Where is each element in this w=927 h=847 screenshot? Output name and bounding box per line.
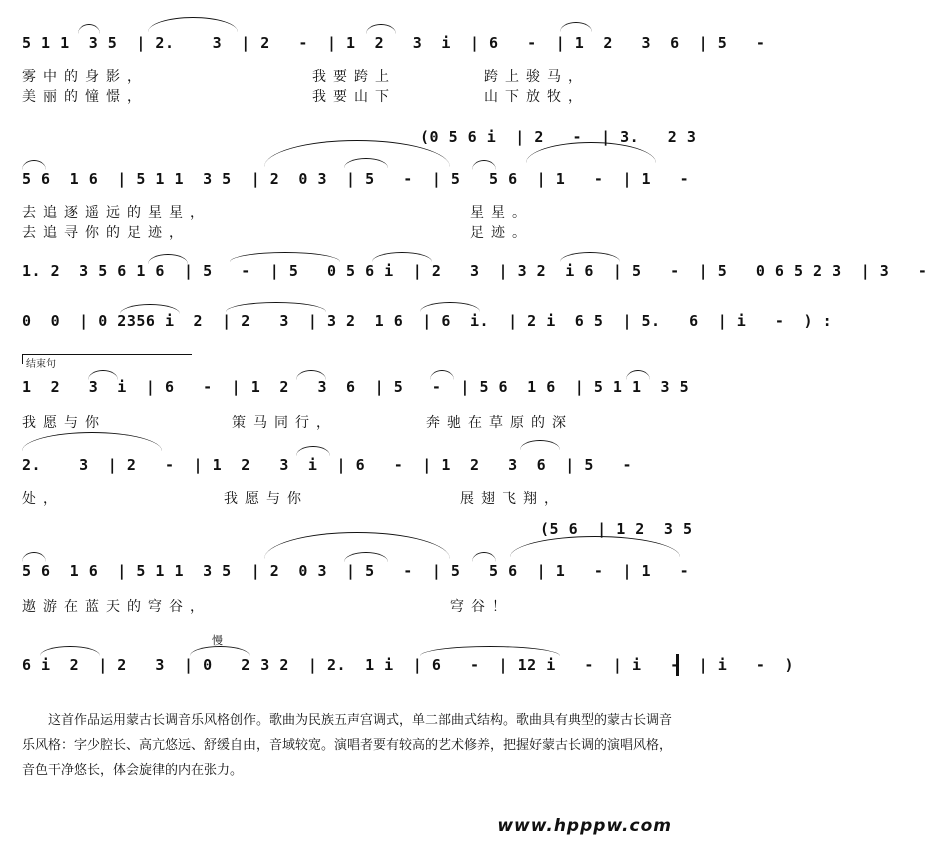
ending-bracket-edge bbox=[22, 354, 23, 364]
lyric: 雾中的身影， bbox=[22, 69, 148, 85]
notes: 6 i 2 | 2 3 | 0 2 3 2 | 2. 1 i | 6 - | 12 i - | i - | i - ) bbox=[22, 656, 794, 674]
lyrics-line-5 bbox=[0, 412, 700, 432]
notes: 5 6 1 6 | 5 1 1 3 5 | 2 0 3 | 5 - | 5 5 6 | 1 - | 1 - bbox=[22, 170, 690, 188]
lyric: 星星。 bbox=[470, 205, 533, 221]
tie bbox=[190, 646, 250, 656]
lyric: 美丽的憧憬， bbox=[22, 89, 148, 105]
lyric: 我要跨上 bbox=[312, 69, 396, 85]
lyric: 展翅飞翔， bbox=[460, 491, 565, 507]
slur bbox=[148, 17, 238, 32]
lyrics-line-1 bbox=[0, 66, 700, 86]
tie bbox=[120, 304, 180, 314]
tie bbox=[430, 370, 454, 380]
tie bbox=[40, 646, 100, 656]
lyrics-line-2 bbox=[0, 202, 700, 222]
intro-notes: (0 5 6 i | 2 - | 3. 2 3 bbox=[420, 128, 697, 146]
lyrics-line-1b bbox=[0, 86, 700, 106]
ending-marker: 结束句 bbox=[26, 359, 56, 370]
tie bbox=[226, 302, 326, 312]
notes: 5 1 1 3 5 | 2. 3 | 2 - | 1 2 3 i | 6 - | 1 2 3 6 | 5 - bbox=[22, 34, 766, 52]
lyric: 去追逐遥远的星星， bbox=[22, 205, 211, 221]
tie bbox=[420, 302, 480, 312]
website-watermark: www.hpppw.com bbox=[497, 816, 672, 836]
tie bbox=[22, 552, 46, 562]
lyric: 遨游在蓝天的穹谷， bbox=[22, 599, 211, 615]
tie bbox=[296, 370, 326, 380]
tempo-marking: 慢 bbox=[212, 634, 223, 647]
final-barline bbox=[676, 654, 679, 676]
lyric: 山下放牧， bbox=[484, 89, 589, 105]
lyrics-line-6 bbox=[0, 488, 700, 508]
notes: 2. 3 | 2 - | 1 2 3 i | 6 - | 1 2 3 6 | 5 - bbox=[22, 456, 632, 474]
score-line-7 bbox=[0, 562, 700, 584]
tie bbox=[472, 552, 496, 562]
score-line-6 bbox=[0, 456, 700, 478]
tie bbox=[372, 252, 432, 262]
tie bbox=[520, 440, 560, 450]
notes: 1. 2 3 5 6 1 6 | 5 - | 5 0 5 6 i | 2 3 | 3 2 i 6 | 5 - | 5 0 6 5 2 3 | 3 - bbox=[22, 262, 927, 280]
tie bbox=[626, 370, 650, 380]
tie bbox=[366, 24, 396, 34]
score-line-2 bbox=[0, 170, 700, 192]
tie bbox=[420, 646, 560, 656]
tie bbox=[78, 24, 100, 34]
lyric: 我愿与你 bbox=[224, 491, 308, 507]
lyric: 处， bbox=[22, 491, 64, 507]
lyric: 奔驰在草原的深 bbox=[426, 415, 573, 431]
slur bbox=[22, 432, 162, 451]
score-line-5 bbox=[0, 378, 700, 400]
notes: 1 2 3 i | 6 - | 1 2 3 6 | 5 - | 5 6 1 6 | 5 1 1 3 5 bbox=[22, 378, 690, 396]
score-line-8 bbox=[0, 656, 794, 678]
tie bbox=[148, 254, 188, 264]
tie bbox=[88, 370, 118, 380]
notes: 5 6 1 6 | 5 1 1 3 5 | 2 0 3 | 5 - | 5 5 6 | 1 - | 1 - bbox=[22, 562, 690, 580]
lyric: 足迹。 bbox=[470, 225, 533, 241]
tie bbox=[560, 22, 592, 32]
tie bbox=[22, 160, 46, 170]
score-line-1 bbox=[0, 34, 766, 56]
lyric: 去追寻你的足迹， bbox=[22, 225, 190, 241]
notes: 0 0 | 0 2356 i 2 | 2 3 | 3 2 1 6 | 6 i. | 2 i 6 5 | 5. 6 | i - ) : bbox=[22, 312, 833, 330]
tie bbox=[560, 252, 620, 262]
lyric: 穹谷！ bbox=[450, 599, 513, 615]
lyric: 我要山下 bbox=[312, 89, 396, 105]
score-line-3 bbox=[0, 262, 927, 284]
intro-notes: (5 6 | 1 2 3 5 bbox=[540, 520, 693, 538]
description-text: 这首作品运用蒙古长调音乐风格创作。歌曲为民族五声宫调式，单二部曲式结构。歌曲具有典型的蒙古长调音乐风格：字少腔长、高亢悠远、舒缓自由，音域较宽。演唱者要有较高的艺术修养，把握好蒙古长调的演唱风格，音色干净悠长，体会旋律的内在张力。 bbox=[22, 713, 673, 778]
tie bbox=[230, 252, 340, 262]
lyrics-line-7 bbox=[0, 596, 700, 616]
tie bbox=[296, 446, 330, 456]
lyric: 策马同行， bbox=[232, 415, 337, 431]
lyric: 跨上骏马， bbox=[484, 69, 589, 85]
score-line-4 bbox=[0, 312, 833, 334]
tie bbox=[472, 160, 496, 170]
lyric: 我愿与你 bbox=[22, 415, 106, 431]
lyrics-line-2b bbox=[0, 222, 700, 242]
